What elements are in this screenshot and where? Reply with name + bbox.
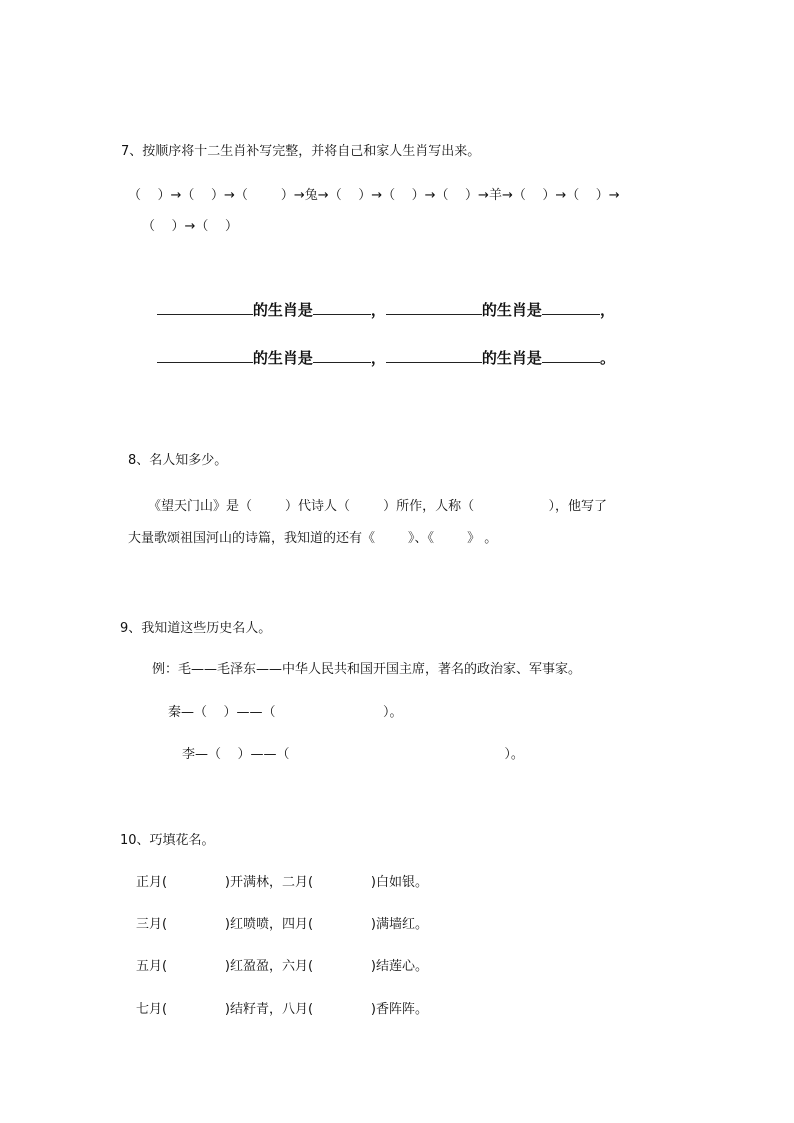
question-8-line-1: 《望天门山》是（ ）代诗人（ ）所作，人称（ ），他写了 [148,499,607,514]
flower-month-row: 七月( )结籽青，八月( )香阵阵。 [136,1002,428,1017]
question-7-title: 7、按顺序将十二生肖补写完整，并将自己和家人生肖写出来。 [121,144,481,159]
family-zodiac-row [136,324,615,391]
zodiac-label: 的生肖是 [252,349,313,367]
question-9-li-row: 李—（ ）——（ ）。 [182,747,524,762]
zodiac-label: 的生肖是 [481,349,542,367]
question-9-example: 例：毛——毛泽东——中华人民共和国开国主席，著名的政治家、军事家。 [152,662,582,677]
person-blank[interactable] [386,298,482,315]
zodiac-sequence-line-2: （ ）→（ ） [142,219,238,234]
comma: ， [599,301,615,319]
period: 。 [599,349,615,367]
zodiac-sequence-line-1: （ ）→（ ）→（ ）→兔→（ ）→（ ）→（ ）→羊→（ ）→（ ）→ [128,188,620,203]
zodiac-blank[interactable] [542,346,600,363]
zodiac-blank[interactable] [313,298,371,315]
flower-month-row: 正月( )开满林，二月( )白如银。 [136,875,428,890]
flower-month-row: 五月( )红盈盈，六月( )结莲心。 [136,959,428,974]
person-blank[interactable] [386,346,482,363]
flower-month-row: 三月( )红喷喷，四月( )满墙红。 [136,917,428,932]
question-10-title: 10、巧填花名。 [120,833,215,848]
comma: ， [370,349,386,367]
zodiac-blank[interactable] [542,298,600,315]
person-blank[interactable] [157,346,253,363]
comma: ， [370,301,386,319]
question-8-line-2: 大量歌颂祖国河山的诗篇，我知道的还有《 》、《 》 。 [128,531,498,546]
zodiac-label: 的生肖是 [481,301,542,319]
zodiac-label: 的生肖是 [252,301,313,319]
person-blank[interactable] [157,298,253,315]
question-9-qin-row: 秦—（ ）——（ ）。 [168,705,403,720]
question-9-title: 9、我知道这些历史名人。 [120,621,272,636]
zodiac-blank[interactable] [313,346,371,363]
question-8-title: 8、名人知多少。 [128,453,228,468]
family-zodiac-fill-box [136,272,648,367]
